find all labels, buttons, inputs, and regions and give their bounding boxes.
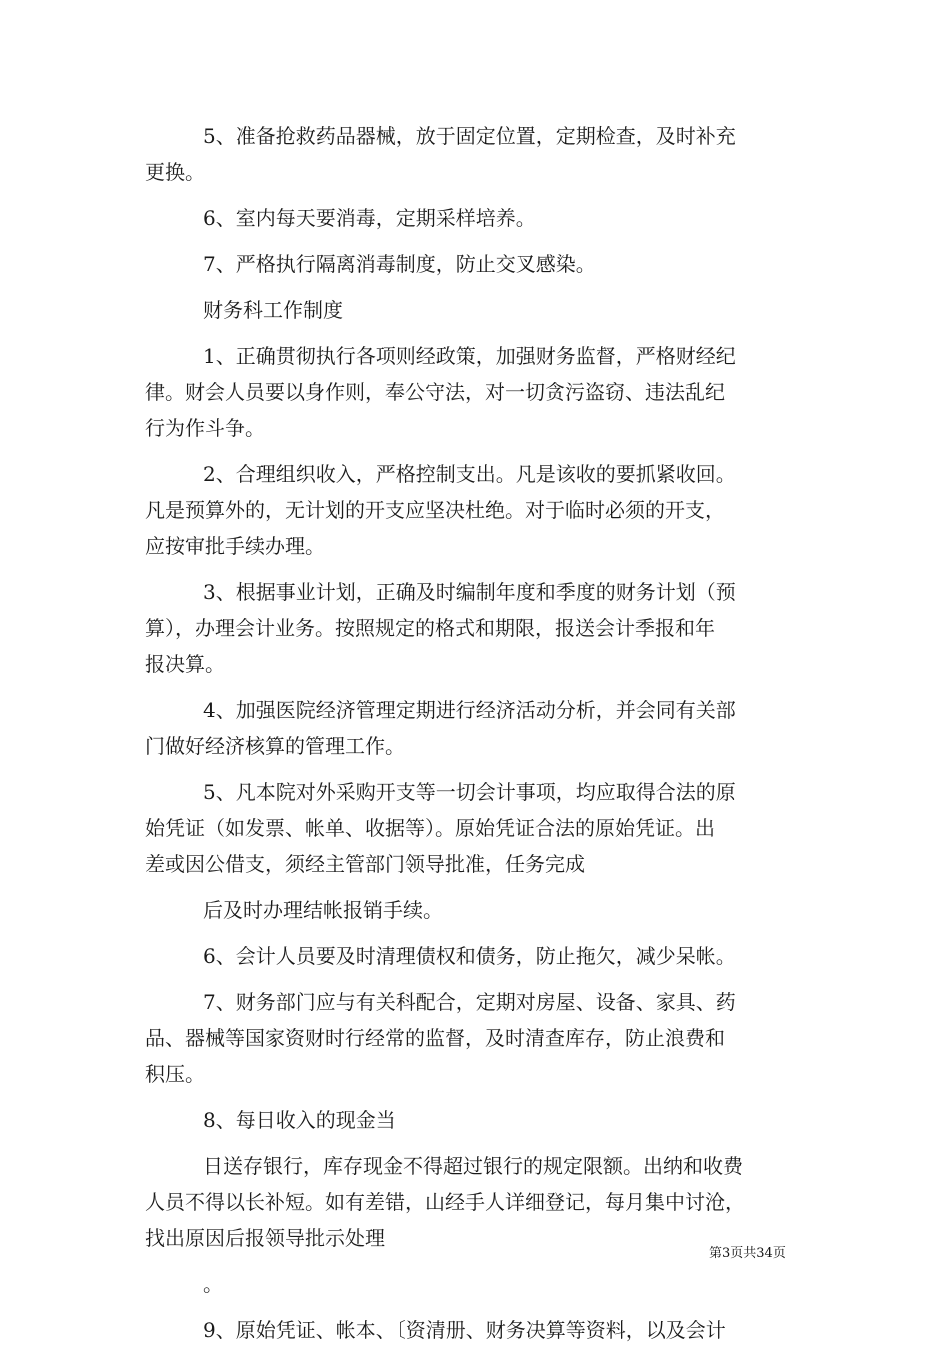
paragraph-line: 6、会计人员要及时清理债权和债务，防止拖欠，减少呆帐。 — [203, 944, 736, 968]
paragraph-line: 7、严格执行隔离消毒制度，防止交叉感染。 — [203, 252, 596, 276]
paragraph-line: 行为作斗争。 — [145, 416, 265, 440]
paragraph-line: 差或因公借支，须经主管部门领导批准，任务完成 — [145, 852, 585, 876]
paragraph-line: 8、每日收入的现金当 — [203, 1108, 396, 1132]
document-body — [145, 118, 811, 1348]
paragraph-line: 律。财会人员要以身作则，奉公守法，对一切贪污盗窃、违法乱纪 — [145, 380, 725, 404]
paragraph-line: 2、合理组织收入，严格控制支出。凡是该收的要抓紧收回。 — [203, 462, 736, 486]
paragraph-line: 始凭证（如发票、帐单、收据等）。原始凭证合法的原始凭证。出 — [145, 816, 715, 840]
paragraph-line: 更换。 — [145, 160, 205, 184]
section-heading: 财务科工作制度 — [203, 298, 343, 322]
paragraph-line: 门做好经济核算的管理工作。 — [145, 734, 405, 758]
paragraph-line: 4、加强医院经济管理定期进行经济活动分析，并会同有关部 — [203, 698, 736, 722]
paragraph-line: 5、凡本院对外采购开支等一切会计事项，均应取得合法的原 — [203, 780, 736, 804]
paragraph-line: 9、原始凭证、帐本、〔资清册、财务决算等资料，以及会计 — [203, 1318, 726, 1342]
paragraph-line: 人员不得以长补短。如有差错，山经手人详细登记，每月集中讨沧， — [145, 1190, 745, 1214]
paragraph-line: 应按审批手续办理。 — [145, 534, 325, 558]
paragraph-line: 5、准备抢救药品器械，放于固定位置，定期检查，及时补充 — [203, 124, 736, 148]
paragraph-line: 。 — [203, 1272, 223, 1296]
page-number: 第3页共34页 — [709, 1246, 786, 1261]
paragraph-line: 凡是预算外的，无计划的开支应坚决杜绝。对于临时必须的开支， — [145, 498, 725, 522]
paragraph-line: 后及时办理结帐报销手续。 — [203, 898, 443, 922]
paragraph-line: 算），办理会计业务。按照规定的格式和期限，报送会计季报和年 — [145, 616, 715, 640]
paragraph-line: 品、器械等国家资财时行经常的监督，及时清查库存，防止浪费和 — [145, 1026, 725, 1050]
paragraph-line: 积压。 — [145, 1062, 205, 1086]
paragraph-line: 7、财务部门应与有关科配合，定期对房屋、设备、家具、药 — [203, 990, 736, 1014]
paragraph-line: 找出原因后报领导批示处理 — [145, 1226, 385, 1250]
paragraph-line: 报决算。 — [145, 652, 225, 676]
paragraph-line: 日送存银行，库存现金不得超过银行的规定限额。出纳和收费 — [203, 1154, 743, 1178]
paragraph-line: 3、根据事业计划，正确及时编制年度和季度的财务计划（预 — [203, 580, 736, 604]
paragraph-line: 1、正确贯彻执行各项则经政策，加强财务监督，严格财经纪 — [203, 344, 736, 368]
paragraph-line: 6、室内每天要消毒，定期采样培养。 — [203, 206, 536, 230]
